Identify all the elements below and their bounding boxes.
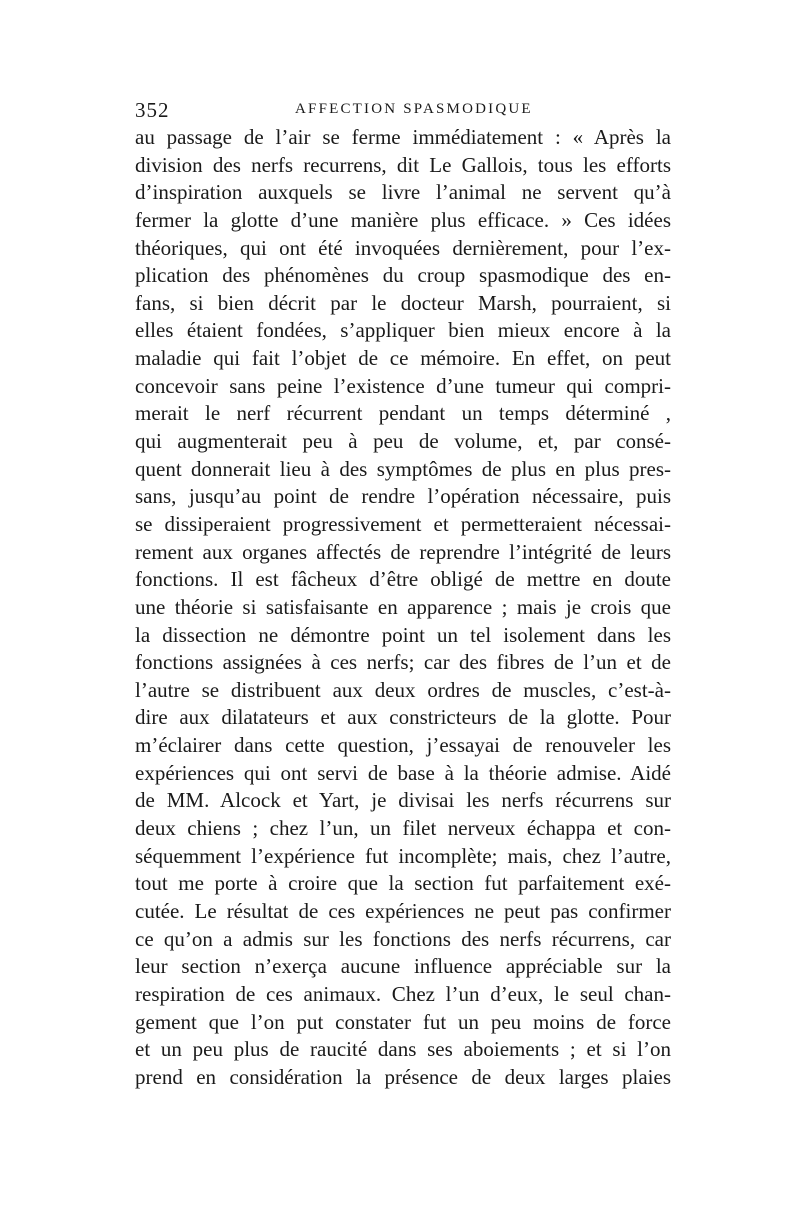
body-text [135, 124, 671, 1091]
text-line: rement aux organes affectés de reprendre l’intégrité de leurs [135, 539, 671, 564]
text-line: deux chiens ; chez l’un, un filet nerveux échappa et con- [135, 816, 671, 841]
text-line: fans, si bien décrit par le docteur Marsh, pourraient, si [135, 290, 671, 315]
text-line: dire aux dilatateurs et aux constricteurs de la glotte. Pour [135, 705, 671, 730]
text-line: tout me porte à croire que la section fut parfaitement exé- [135, 871, 671, 896]
text-line: la dissection ne démontre point un tel isolement dans les [135, 622, 671, 647]
text-line: division des nerfs recurrens, dit Le Gallois, tous les efforts [135, 152, 671, 177]
text-line: d’inspiration auxquels se livre l’animal ne servent qu’à [135, 180, 671, 205]
text-line: m’éclairer dans cette question, j’essayai de renouveler les [135, 733, 671, 758]
text-line: et un peu plus de raucité dans ses aboiements ; et si l’on [135, 1037, 671, 1062]
page-header [135, 98, 671, 122]
text-line: se dissiperaient progressivement et permetteraient nécessai- [135, 511, 671, 536]
text-line: une théorie si satisfaisante en apparence ; mais je crois que [135, 594, 671, 619]
text-line: au passage de l’air se ferme immédiatement : « Après la [135, 125, 671, 149]
text-line: ce qu’on a admis sur les fonctions des nerfs récurrens, car [135, 926, 671, 951]
text-line: prend en considération la présence de deux larges plaies [135, 1064, 671, 1089]
text-line: respiration de ces animaux. Chez l’un d’eux, le seul chan- [135, 981, 671, 1006]
text-line: leur section n’exerça aucune influence appréciable sur la [135, 954, 671, 979]
text-line: de MM. Alcock et Yart, je divisai les nerfs récurrens sur [135, 788, 671, 813]
text-line: l’autre se distribuent aux deux ordres de muscles, c’est-à- [135, 677, 671, 702]
text-line: expériences qui ont servi de base à la théorie admise. Aidé [135, 760, 671, 785]
text-line: fonctions. Il est fâcheux d’être obligé de mettre en doute [135, 567, 671, 592]
text-line: qui augmenterait peu à peu de volume, et, par consé- [135, 429, 671, 454]
page-number: 352 [135, 98, 170, 122]
text-line: concevoir sans peine l’existence d’une tumeur qui compri- [135, 373, 671, 398]
text-line: fermer la glotte d’une manière plus efficace. » Ces idées [135, 207, 671, 232]
text-line: plication des phénomènes du croup spasmodique des en- [135, 263, 671, 288]
text-line: séquemment l’expérience fut incomplète; mais, chez l’autre, [135, 843, 671, 868]
text-line: quent donnerait lieu à des symptômes de plus en plus pres- [135, 456, 671, 481]
text-line: fonctions assignées à ces nerfs; car des fibres de l’un et de [135, 650, 671, 675]
running-head: AFFECTION SPASMODIQUE [295, 101, 533, 117]
text-line: gement que l’on put constater fut un peu moins de force [135, 1009, 671, 1034]
text-line: merait le nerf récurrent pendant un temps déterminé , [135, 401, 671, 426]
text-line: sans, jusqu’au point de rendre l’opération nécessaire, puis [135, 484, 671, 509]
text-line: cutée. Le résultat de ces expériences ne peut pas confirmer [135, 898, 671, 923]
text-line: théoriques, qui ont été invoquées dernièrement, pour l’ex- [135, 235, 671, 260]
text-line: maladie qui fait l’objet de ce mémoire. En effet, on peut [135, 346, 671, 371]
text-line: elles étaient fondées, s’appliquer bien mieux encore à la [135, 318, 671, 343]
